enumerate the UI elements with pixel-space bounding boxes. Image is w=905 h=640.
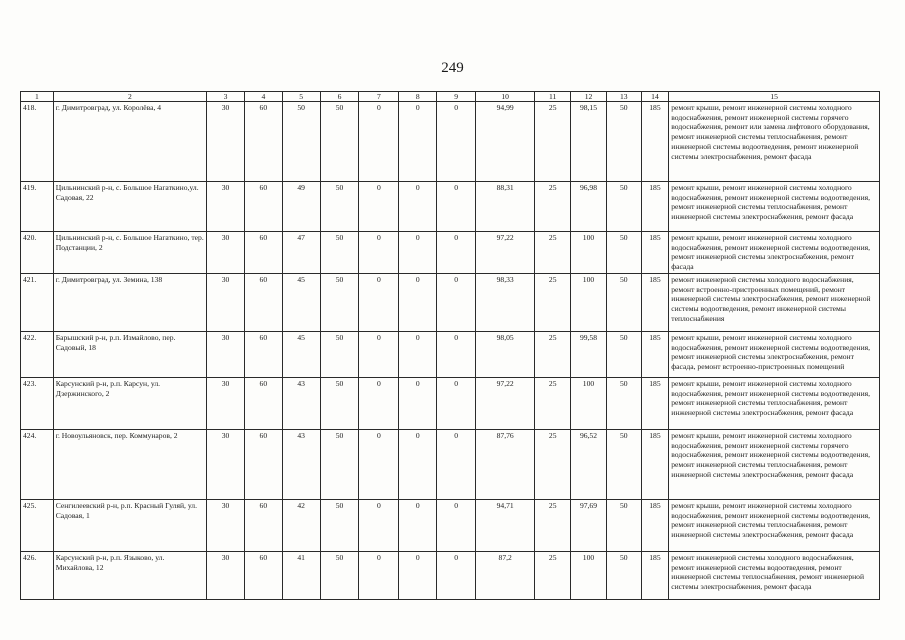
address-cell: Карсунский р-н, р.п. Языково, ул. Михайлова, 12 bbox=[53, 551, 206, 599]
value-cell-c5: 50 bbox=[282, 102, 320, 182]
value-cell-c14: 185 bbox=[641, 551, 669, 599]
value-cell-c10: 87,76 bbox=[476, 429, 535, 499]
value-cell-c7: 0 bbox=[359, 102, 399, 182]
value-cell-c12: 99,58 bbox=[571, 331, 607, 377]
column-header-9: 9 bbox=[437, 92, 476, 102]
value-cell-c11: 25 bbox=[535, 232, 571, 274]
value-cell-c5: 45 bbox=[282, 273, 320, 331]
value-cell-c3: 30 bbox=[207, 102, 245, 182]
table-row bbox=[21, 499, 880, 551]
value-cell-c6: 50 bbox=[320, 102, 359, 182]
value-cell-c5: 43 bbox=[282, 377, 320, 429]
column-header-4: 4 bbox=[244, 92, 282, 102]
row-number-cell: 421. bbox=[21, 273, 54, 331]
value-cell-c14: 185 bbox=[641, 377, 669, 429]
column-header-11: 11 bbox=[535, 92, 571, 102]
column-header-12: 12 bbox=[571, 92, 607, 102]
value-cell-c6: 50 bbox=[320, 377, 359, 429]
address-cell: Сенгилеевский р-н, р.п. Красный Гуляй, ул. Садовая, 1 bbox=[53, 499, 206, 551]
value-cell-c8: 0 bbox=[399, 377, 437, 429]
value-cell-c12: 98,15 bbox=[571, 102, 607, 182]
value-cell-c9: 0 bbox=[437, 232, 476, 274]
value-cell-c5: 42 bbox=[282, 499, 320, 551]
value-cell-c9: 0 bbox=[437, 273, 476, 331]
value-cell-c13: 50 bbox=[606, 182, 641, 232]
value-cell-c4: 60 bbox=[244, 273, 282, 331]
works-cell: ремонт крыши, ремонт инженерной системы холодного водоснабжения, ремонт инженерной системы горячего водоснабжения, ремонт инженерной системы водоотведения, ремонт инженерной системы теплоснабжения, ремонт инженерной системы электроснабжения, ремонт фасада bbox=[669, 429, 880, 499]
value-cell-c10: 98,33 bbox=[476, 273, 535, 331]
value-cell-c10: 94,99 bbox=[476, 102, 535, 182]
address-cell: г. Димитровград, ул. Королёва, 4 bbox=[53, 102, 206, 182]
value-cell-c4: 60 bbox=[244, 182, 282, 232]
value-cell-c5: 41 bbox=[282, 551, 320, 599]
value-cell-c12: 96,98 bbox=[571, 182, 607, 232]
table-row bbox=[21, 182, 880, 232]
value-cell-c4: 60 bbox=[244, 499, 282, 551]
works-cell: ремонт крыши, ремонт инженерной системы холодного водоснабжения, ремонт инженерной системы горячего водоснабжения, ремонт или замена лифтового оборудования, ремонт инженерной системы теплоснабжения, ремонт инженерной системы водоотведения, ремонт инженерной системы электроснабжения, ремонт фасада bbox=[669, 102, 880, 182]
value-cell-c4: 60 bbox=[244, 232, 282, 274]
value-cell-c3: 30 bbox=[207, 182, 245, 232]
value-cell-c12: 100 bbox=[571, 551, 607, 599]
works-cell: ремонт крыши, ремонт инженерной системы холодного водоснабжения, ремонт инженерной системы водоотведения, ремонт инженерной системы теплоснабжения, ремонт инженерной системы электроснабжения, ремонт фасада bbox=[669, 377, 880, 429]
table-row bbox=[21, 232, 880, 274]
value-cell-c8: 0 bbox=[399, 331, 437, 377]
value-cell-c6: 50 bbox=[320, 273, 359, 331]
value-cell-c5: 49 bbox=[282, 182, 320, 232]
value-cell-c7: 0 bbox=[359, 232, 399, 274]
value-cell-c8: 0 bbox=[399, 551, 437, 599]
value-cell-c6: 50 bbox=[320, 429, 359, 499]
value-cell-c8: 0 bbox=[399, 499, 437, 551]
value-cell-c10: 87,2 bbox=[476, 551, 535, 599]
value-cell-c11: 25 bbox=[535, 377, 571, 429]
value-cell-c10: 94,71 bbox=[476, 499, 535, 551]
value-cell-c6: 50 bbox=[320, 331, 359, 377]
value-cell-c11: 25 bbox=[535, 331, 571, 377]
value-cell-c9: 0 bbox=[437, 331, 476, 377]
column-header-2: 2 bbox=[53, 92, 206, 102]
value-cell-c3: 30 bbox=[207, 551, 245, 599]
value-cell-c9: 0 bbox=[437, 499, 476, 551]
column-header-10: 10 bbox=[476, 92, 535, 102]
address-cell: г. Новоульяновск, пер. Коммунаров, 2 bbox=[53, 429, 206, 499]
value-cell-c10: 97,22 bbox=[476, 377, 535, 429]
value-cell-c6: 50 bbox=[320, 499, 359, 551]
value-cell-c9: 0 bbox=[437, 429, 476, 499]
row-number-cell: 423. bbox=[21, 377, 54, 429]
value-cell-c13: 50 bbox=[606, 377, 641, 429]
address-cell: г. Димитровград, ул. Земина, 138 bbox=[53, 273, 206, 331]
row-number-cell: 419. bbox=[21, 182, 54, 232]
value-cell-c4: 60 bbox=[244, 331, 282, 377]
value-cell-c8: 0 bbox=[399, 429, 437, 499]
value-cell-c4: 60 bbox=[244, 551, 282, 599]
value-cell-c6: 50 bbox=[320, 551, 359, 599]
column-header-7: 7 bbox=[359, 92, 399, 102]
column-header-5: 5 bbox=[282, 92, 320, 102]
value-cell-c9: 0 bbox=[437, 377, 476, 429]
table-row bbox=[21, 102, 880, 182]
value-cell-c6: 50 bbox=[320, 232, 359, 274]
address-cell: Цильнинский р-н, с. Большое Нагаткино,ул. Садовая, 22 bbox=[53, 182, 206, 232]
value-cell-c14: 185 bbox=[641, 331, 669, 377]
works-cell: ремонт инженерной системы холодного водоснабжения, ремонт инженерной системы водоотведения, ремонт инженерной системы теплоснабжения, ремонт инженерной системы электроснабжения, ремонт фасада bbox=[669, 551, 880, 599]
works-cell: ремонт крыши, ремонт инженерной системы холодного водоснабжения, ремонт инженерной системы водоотведения, ремонт инженерной системы теплоснабжения, ремонт инженерной системы электроснабжения, ремонт фасада bbox=[669, 182, 880, 232]
value-cell-c3: 30 bbox=[207, 499, 245, 551]
value-cell-c7: 0 bbox=[359, 273, 399, 331]
value-cell-c3: 30 bbox=[207, 232, 245, 274]
value-cell-c3: 30 bbox=[207, 377, 245, 429]
value-cell-c14: 185 bbox=[641, 499, 669, 551]
value-cell-c9: 0 bbox=[437, 551, 476, 599]
value-cell-c8: 0 bbox=[399, 102, 437, 182]
value-cell-c14: 185 bbox=[641, 429, 669, 499]
address-cell: Барышский р-н, р.п. Измайлово, пер. Садовый, 18 bbox=[53, 331, 206, 377]
value-cell-c7: 0 bbox=[359, 331, 399, 377]
value-cell-c13: 50 bbox=[606, 429, 641, 499]
value-cell-c13: 50 bbox=[606, 331, 641, 377]
value-cell-c11: 25 bbox=[535, 273, 571, 331]
value-cell-c13: 50 bbox=[606, 232, 641, 274]
table-row bbox=[21, 377, 880, 429]
column-header-8: 8 bbox=[399, 92, 437, 102]
works-cell: ремонт крыши, ремонт инженерной системы холодного водоснабжения, ремонт инженерной системы водоотведения, ремонт инженерной системы теплоснабжения, ремонт инженерной системы электроснабжения, ремонт фасада bbox=[669, 499, 880, 551]
value-cell-c11: 25 bbox=[535, 551, 571, 599]
value-cell-c12: 96,52 bbox=[571, 429, 607, 499]
value-cell-c13: 50 bbox=[606, 102, 641, 182]
value-cell-c10: 88,31 bbox=[476, 182, 535, 232]
value-cell-c9: 0 bbox=[437, 182, 476, 232]
housing-repair-table bbox=[20, 91, 880, 600]
value-cell-c14: 185 bbox=[641, 273, 669, 331]
value-cell-c12: 97,69 bbox=[571, 499, 607, 551]
value-cell-c12: 100 bbox=[571, 232, 607, 274]
value-cell-c11: 25 bbox=[535, 429, 571, 499]
page-number: 249 bbox=[441, 60, 464, 76]
table-row bbox=[21, 429, 880, 499]
value-cell-c10: 98,05 bbox=[476, 331, 535, 377]
value-cell-c14: 185 bbox=[641, 232, 669, 274]
value-cell-c11: 25 bbox=[535, 102, 571, 182]
value-cell-c4: 60 bbox=[244, 102, 282, 182]
value-cell-c5: 43 bbox=[282, 429, 320, 499]
value-cell-c4: 60 bbox=[244, 429, 282, 499]
address-cell: Цильнинский р-н, с. Большое Нагаткино, тер. Подстанции, 2 bbox=[53, 232, 206, 274]
value-cell-c13: 50 bbox=[606, 499, 641, 551]
value-cell-c12: 100 bbox=[571, 273, 607, 331]
column-header-15: 15 bbox=[669, 92, 880, 102]
address-cell: Карсунский р-н, р.п. Карсун, ул. Дзержинского, 2 bbox=[53, 377, 206, 429]
value-cell-c3: 30 bbox=[207, 429, 245, 499]
value-cell-c8: 0 bbox=[399, 232, 437, 274]
value-cell-c7: 0 bbox=[359, 429, 399, 499]
works-cell: ремонт крыши, ремонт инженерной системы холодного водоснабжения, ремонт инженерной системы водоотведения, ремонт инженерной системы электроснабжения, ремонт фасада bbox=[669, 232, 880, 274]
works-cell: ремонт инженерной системы холодного водоснабжения, ремонт встроенно-пристроенных помещений, ремонт инженерной системы электроснабжения, ремонт инженерной системы водоотведения, ремонт инженерной системы теплоснабжения bbox=[669, 273, 880, 331]
value-cell-c7: 0 bbox=[359, 551, 399, 599]
value-cell-c14: 185 bbox=[641, 102, 669, 182]
table-row bbox=[21, 331, 880, 377]
value-cell-c8: 0 bbox=[399, 273, 437, 331]
column-header-13: 13 bbox=[606, 92, 641, 102]
column-header-6: 6 bbox=[320, 92, 359, 102]
value-cell-c7: 0 bbox=[359, 377, 399, 429]
column-number-row bbox=[21, 92, 880, 102]
table-row bbox=[21, 551, 880, 599]
value-cell-c8: 0 bbox=[399, 182, 437, 232]
value-cell-c13: 50 bbox=[606, 551, 641, 599]
value-cell-c7: 0 bbox=[359, 182, 399, 232]
value-cell-c14: 185 bbox=[641, 182, 669, 232]
row-number-cell: 422. bbox=[21, 331, 54, 377]
value-cell-c11: 25 bbox=[535, 499, 571, 551]
column-header-14: 14 bbox=[641, 92, 669, 102]
row-number-cell: 420. bbox=[21, 232, 54, 274]
value-cell-c11: 25 bbox=[535, 182, 571, 232]
column-header-3: 3 bbox=[207, 92, 245, 102]
value-cell-c5: 47 bbox=[282, 232, 320, 274]
table-body bbox=[21, 102, 880, 600]
value-cell-c13: 50 bbox=[606, 273, 641, 331]
value-cell-c3: 30 bbox=[207, 273, 245, 331]
table-row bbox=[21, 273, 880, 331]
value-cell-c4: 60 bbox=[244, 377, 282, 429]
value-cell-c6: 50 bbox=[320, 182, 359, 232]
value-cell-c10: 97,22 bbox=[476, 232, 535, 274]
value-cell-c9: 0 bbox=[437, 102, 476, 182]
row-number-cell: 425. bbox=[21, 499, 54, 551]
value-cell-c3: 30 bbox=[207, 331, 245, 377]
row-number-cell: 426. bbox=[21, 551, 54, 599]
column-header-1: 1 bbox=[21, 92, 54, 102]
value-cell-c5: 45 bbox=[282, 331, 320, 377]
works-cell: ремонт крыши, ремонт инженерной системы холодного водоснабжения, ремонт инженерной системы водоотведения, ремонт инженерной системы электроснабжения, ремонт фасада, ремонт встроенно-пристроенных помещений bbox=[669, 331, 880, 377]
value-cell-c12: 100 bbox=[571, 377, 607, 429]
row-number-cell: 418. bbox=[21, 102, 54, 182]
value-cell-c7: 0 bbox=[359, 499, 399, 551]
row-number-cell: 424. bbox=[21, 429, 54, 499]
